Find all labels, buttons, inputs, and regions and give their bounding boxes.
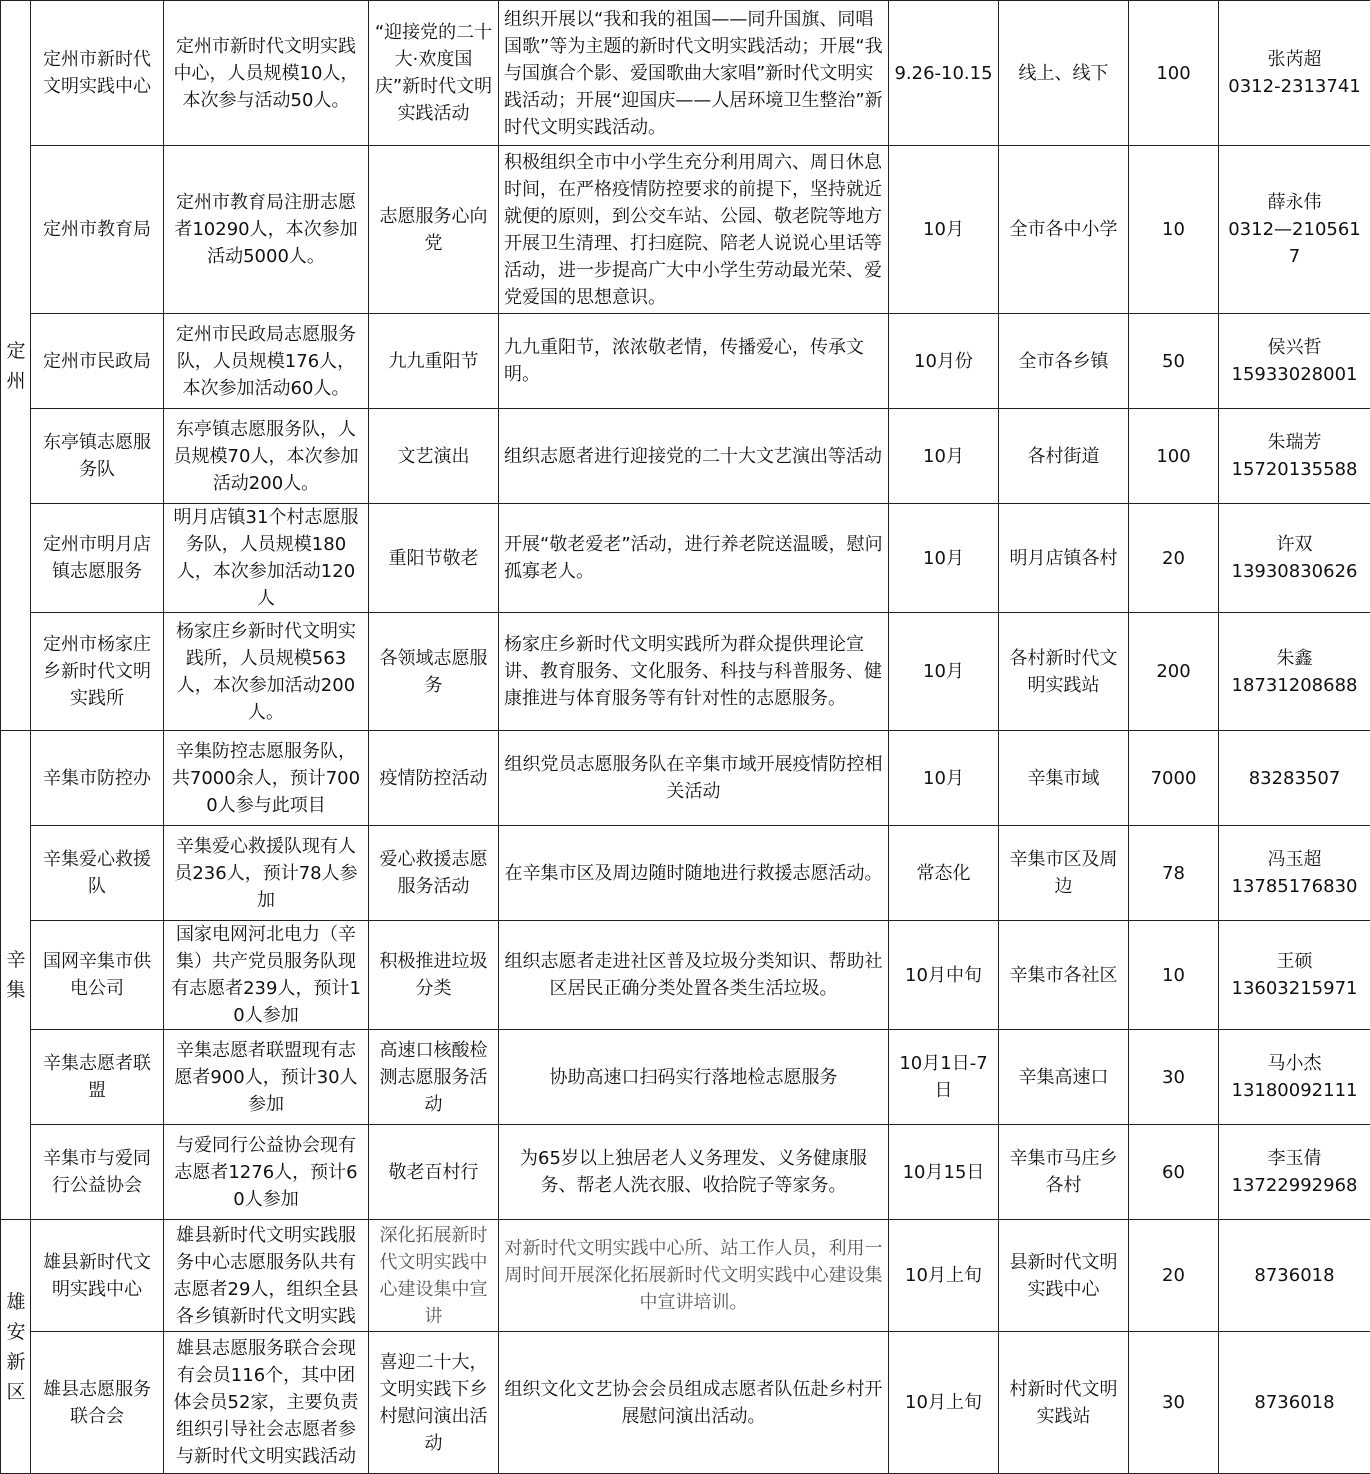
project-cell: 敬老百村行 bbox=[369, 1125, 499, 1220]
content-cell: 对新时代文明实践中心所、站工作人员，利用一周时间开展深化拓展新时代文明实践中心建设集中宣讲培训。 bbox=[499, 1220, 889, 1332]
content-cell: 组织党员志愿服务队在辛集市域开展疫情防控相关活动 bbox=[499, 731, 889, 826]
place-cell: 村新时代文明实践站 bbox=[999, 1332, 1129, 1474]
time-cell: 10月 bbox=[889, 504, 999, 613]
table-row bbox=[1, 826, 1370, 921]
scale-cell: 国家电网河北电力（辛集）共产党员服务队现有志愿者239人，预计10人参加 bbox=[164, 921, 369, 1030]
table-row bbox=[1, 1220, 1370, 1332]
region-cell: 辛集 bbox=[1, 731, 31, 1220]
org-cell: 定州市新时代文明实践中心 bbox=[31, 1, 164, 146]
place-cell: 全市各中小学 bbox=[999, 146, 1129, 314]
contact-name: 侯兴哲 bbox=[1224, 334, 1365, 361]
place-cell: 线上、线下 bbox=[999, 1, 1129, 146]
org-cell: 辛集市与爱同行公益协会 bbox=[31, 1125, 164, 1220]
contact-phone: 13785176830 bbox=[1224, 873, 1365, 900]
contact-name: 薛永伟 bbox=[1224, 189, 1365, 216]
project-cell: 疫情防控活动 bbox=[369, 731, 499, 826]
table-row bbox=[1, 1332, 1370, 1474]
project-cell: 重阳节敬老 bbox=[369, 504, 499, 613]
contact-cell bbox=[1219, 1220, 1370, 1332]
time-cell: 10月份 bbox=[889, 314, 999, 409]
content-cell: 组织开展以“我和我的祖国——同升国旗、同唱国歌”等为主题的新时代文明实践活动；开展“我与国旗合个影、爱国歌曲大家唱”新时代文明实践活动；开展“迎国庆——人居环境卫生整治”新时代文明实践活动。 bbox=[499, 1, 889, 146]
contact-phone: 8736018 bbox=[1224, 1389, 1365, 1416]
table-row bbox=[1, 504, 1370, 613]
time-cell: 常态化 bbox=[889, 826, 999, 921]
org-cell: 定州市民政局 bbox=[31, 314, 164, 409]
project-cell: 喜迎二十大，文明实践下乡村慰问演出活动 bbox=[369, 1332, 499, 1474]
org-cell: 国网辛集市供电公司 bbox=[31, 921, 164, 1030]
scale-cell: 定州市民政局志愿服务队，人员规模176人，本次参加活动60人。 bbox=[164, 314, 369, 409]
contact-phone: 83283507 bbox=[1224, 765, 1365, 792]
table-row bbox=[1, 1125, 1370, 1220]
place-cell: 全市各乡镇 bbox=[999, 314, 1129, 409]
contact-name: 李玉倩 bbox=[1224, 1145, 1365, 1172]
content-cell: 为65岁以上独居老人义务理发、义务健康服务、帮老人洗衣服、收拾院子等家务。 bbox=[499, 1125, 889, 1220]
contact-name: 马小杰 bbox=[1224, 1050, 1365, 1077]
count-cell: 7000 bbox=[1129, 731, 1219, 826]
contact-phone: 18731208688 bbox=[1224, 672, 1365, 699]
scale-cell: 明月店镇31个村志愿服务队，人员规模180人，本次参加活动120人 bbox=[164, 504, 369, 613]
project-cell: 爱心救援志愿服务活动 bbox=[369, 826, 499, 921]
time-cell: 10月 bbox=[889, 409, 999, 504]
content-cell: 组织志愿者进行迎接党的二十大文艺演出等活动 bbox=[499, 409, 889, 504]
contact-phone: 13603215971 bbox=[1224, 975, 1365, 1002]
scale-cell: 东亭镇志愿服务队，人员规模70人，本次参加活动200人。 bbox=[164, 409, 369, 504]
region-cell: 定州 bbox=[1, 1, 31, 731]
count-cell: 100 bbox=[1129, 1, 1219, 146]
contact-cell bbox=[1219, 1, 1370, 146]
org-cell: 雄县志愿服务联合会 bbox=[31, 1332, 164, 1474]
project-cell: 积极推进垃圾分类 bbox=[369, 921, 499, 1030]
contact-cell bbox=[1219, 613, 1370, 731]
scale-cell: 杨家庄乡新时代文明实践所，人员规模563人，本次参加活动200人。 bbox=[164, 613, 369, 731]
count-cell: 20 bbox=[1129, 504, 1219, 613]
content-cell: 组织志愿者走进社区普及垃圾分类知识、帮助社区居民正确分类处置各类生活垃圾。 bbox=[499, 921, 889, 1030]
scale-cell: 辛集志愿者联盟现有志愿者900人，预计30人参加 bbox=[164, 1030, 369, 1125]
place-cell: 明月店镇各村 bbox=[999, 504, 1129, 613]
org-cell: 定州市教育局 bbox=[31, 146, 164, 314]
contact-name: 冯玉超 bbox=[1224, 846, 1365, 873]
contact-name: 许双 bbox=[1224, 531, 1365, 558]
place-cell: 辛集市区及周边 bbox=[999, 826, 1129, 921]
contact-cell bbox=[1219, 1332, 1370, 1474]
contact-phone: 15720135588 bbox=[1224, 456, 1365, 483]
contact-phone: 15933028001 bbox=[1224, 361, 1365, 388]
scale-cell: 定州市新时代文明实践中心，人员规模10人，本次参与活动50人。 bbox=[164, 1, 369, 146]
project-cell: 文艺演出 bbox=[369, 409, 499, 504]
table-row bbox=[1, 1, 1370, 146]
contact-name: 张芮超 bbox=[1224, 46, 1365, 73]
table-row bbox=[1, 146, 1370, 314]
project-cell: “迎接党的二十大·欢度国庆”新时代文明实践活动 bbox=[369, 1, 499, 146]
org-cell: 东亭镇志愿服务队 bbox=[31, 409, 164, 504]
place-cell: 辛集市各社区 bbox=[999, 921, 1129, 1030]
contact-cell bbox=[1219, 146, 1370, 314]
table-row bbox=[1, 921, 1370, 1030]
table-row bbox=[1, 409, 1370, 504]
scale-cell: 与爱同行公益协会现有志愿者1276人，预计60人参加 bbox=[164, 1125, 369, 1220]
contact-cell bbox=[1219, 314, 1370, 409]
scale-cell: 辛集爱心救援队现有人员236人，预计78人参加 bbox=[164, 826, 369, 921]
content-cell: 开展“敬老爱老”活动，进行养老院送温暖，慰问孤寡老人。 bbox=[499, 504, 889, 613]
content-cell: 组织文化文艺协会会员组成志愿者队伍赴乡村开展慰问演出活动。 bbox=[499, 1332, 889, 1474]
count-cell: 10 bbox=[1129, 921, 1219, 1030]
org-cell: 辛集市防控办 bbox=[31, 731, 164, 826]
org-cell: 辛集志愿者联盟 bbox=[31, 1030, 164, 1125]
time-cell: 10月上旬 bbox=[889, 1332, 999, 1474]
count-cell: 200 bbox=[1129, 613, 1219, 731]
time-cell: 10月 bbox=[889, 731, 999, 826]
content-cell: 杨家庄乡新时代文明实践所为群众提供理论宣讲、教育服务、文化服务、科技与科普服务、健康推进与体育服务等有针对性的志愿服务。 bbox=[499, 613, 889, 731]
count-cell: 100 bbox=[1129, 409, 1219, 504]
count-cell: 60 bbox=[1129, 1125, 1219, 1220]
contact-name: 朱鑫 bbox=[1224, 645, 1365, 672]
contact-name: 朱瑞芳 bbox=[1224, 429, 1365, 456]
count-cell: 10 bbox=[1129, 146, 1219, 314]
project-cell: 深化拓展新时代文明实践中心建设集中宣讲 bbox=[369, 1220, 499, 1332]
time-cell: 10月1日-7日 bbox=[889, 1030, 999, 1125]
time-cell: 10月上旬 bbox=[889, 1220, 999, 1332]
content-cell: 九九重阳节，浓浓敬老情，传播爱心，传承文明。 bbox=[499, 314, 889, 409]
project-cell: 高速口核酸检测志愿服务活动 bbox=[369, 1030, 499, 1125]
place-cell: 各村新时代文明实践站 bbox=[999, 613, 1129, 731]
time-cell: 10月中旬 bbox=[889, 921, 999, 1030]
org-cell: 定州市杨家庄乡新时代文明实践所 bbox=[31, 613, 164, 731]
contact-cell bbox=[1219, 1030, 1370, 1125]
scale-cell: 辛集防控志愿服务队，共7000余人，预计7000人参与此项目 bbox=[164, 731, 369, 826]
count-cell: 78 bbox=[1129, 826, 1219, 921]
project-cell: 各领域志愿服务 bbox=[369, 613, 499, 731]
contact-cell bbox=[1219, 731, 1370, 826]
region-cell: 雄安新区 bbox=[1, 1220, 31, 1474]
content-cell: 在辛集市区及周边随时随地进行救援志愿活动。 bbox=[499, 826, 889, 921]
contact-cell bbox=[1219, 921, 1370, 1030]
count-cell: 30 bbox=[1129, 1332, 1219, 1474]
table-row bbox=[1, 731, 1370, 826]
table-row bbox=[1, 613, 1370, 731]
scale-cell: 定州市教育局注册志愿者10290人，本次参加活动5000人。 bbox=[164, 146, 369, 314]
contact-cell bbox=[1219, 1125, 1370, 1220]
contact-phone: 13180092111 bbox=[1224, 1077, 1365, 1104]
contact-name: 王硕 bbox=[1224, 948, 1365, 975]
place-cell: 各村街道 bbox=[999, 409, 1129, 504]
table-row bbox=[1, 1030, 1370, 1125]
contact-cell bbox=[1219, 409, 1370, 504]
table-row bbox=[1, 314, 1370, 409]
time-cell: 10月 bbox=[889, 613, 999, 731]
contact-phone: 13722992968 bbox=[1224, 1172, 1365, 1199]
place-cell: 辛集高速口 bbox=[999, 1030, 1129, 1125]
count-cell: 30 bbox=[1129, 1030, 1219, 1125]
contact-cell bbox=[1219, 504, 1370, 613]
contact-cell bbox=[1219, 826, 1370, 921]
content-cell: 协助高速口扫码实行落地检志愿服务 bbox=[499, 1030, 889, 1125]
count-cell: 50 bbox=[1129, 314, 1219, 409]
contact-phone: 0312—2105617 bbox=[1224, 216, 1365, 270]
org-cell: 定州市明月店镇志愿服务 bbox=[31, 504, 164, 613]
contact-phone: 8736018 bbox=[1224, 1262, 1365, 1289]
count-cell: 20 bbox=[1129, 1220, 1219, 1332]
contact-phone: 13930830626 bbox=[1224, 558, 1365, 585]
time-cell: 9.26-10.15 bbox=[889, 1, 999, 146]
scale-cell: 雄县志愿服务联合会现有会员116个，其中团体会员52家，主要负责组织引导社会志愿者参与新时代文明实践活动 bbox=[164, 1332, 369, 1474]
time-cell: 10月 bbox=[889, 146, 999, 314]
content-cell: 积极组织全市中小学生充分利用周六、周日休息时间，在严格疫情防控要求的前提下，坚持就近就便的原则，到公交车站、公园、敬老院等地方开展卫生清理、打扫庭院、陪老人说说心里话等活动，进一步提高广大中小学生劳动最光荣、爱党爱国的思想意识。 bbox=[499, 146, 889, 314]
project-cell: 九九重阳节 bbox=[369, 314, 499, 409]
time-cell: 10月15日 bbox=[889, 1125, 999, 1220]
place-cell: 县新时代文明实践中心 bbox=[999, 1220, 1129, 1332]
org-cell: 雄县新时代文明实践中心 bbox=[31, 1220, 164, 1332]
project-cell: 志愿服务心向党 bbox=[369, 146, 499, 314]
place-cell: 辛集市域 bbox=[999, 731, 1129, 826]
place-cell: 辛集市马庄乡各村 bbox=[999, 1125, 1129, 1220]
org-cell: 辛集爱心救援队 bbox=[31, 826, 164, 921]
contact-phone: 0312-2313741 bbox=[1224, 73, 1365, 100]
scale-cell: 雄县新时代文明实践服务中心志愿服务队共有志愿者29人，组织全县各乡镇新时代文明实践 bbox=[164, 1220, 369, 1332]
